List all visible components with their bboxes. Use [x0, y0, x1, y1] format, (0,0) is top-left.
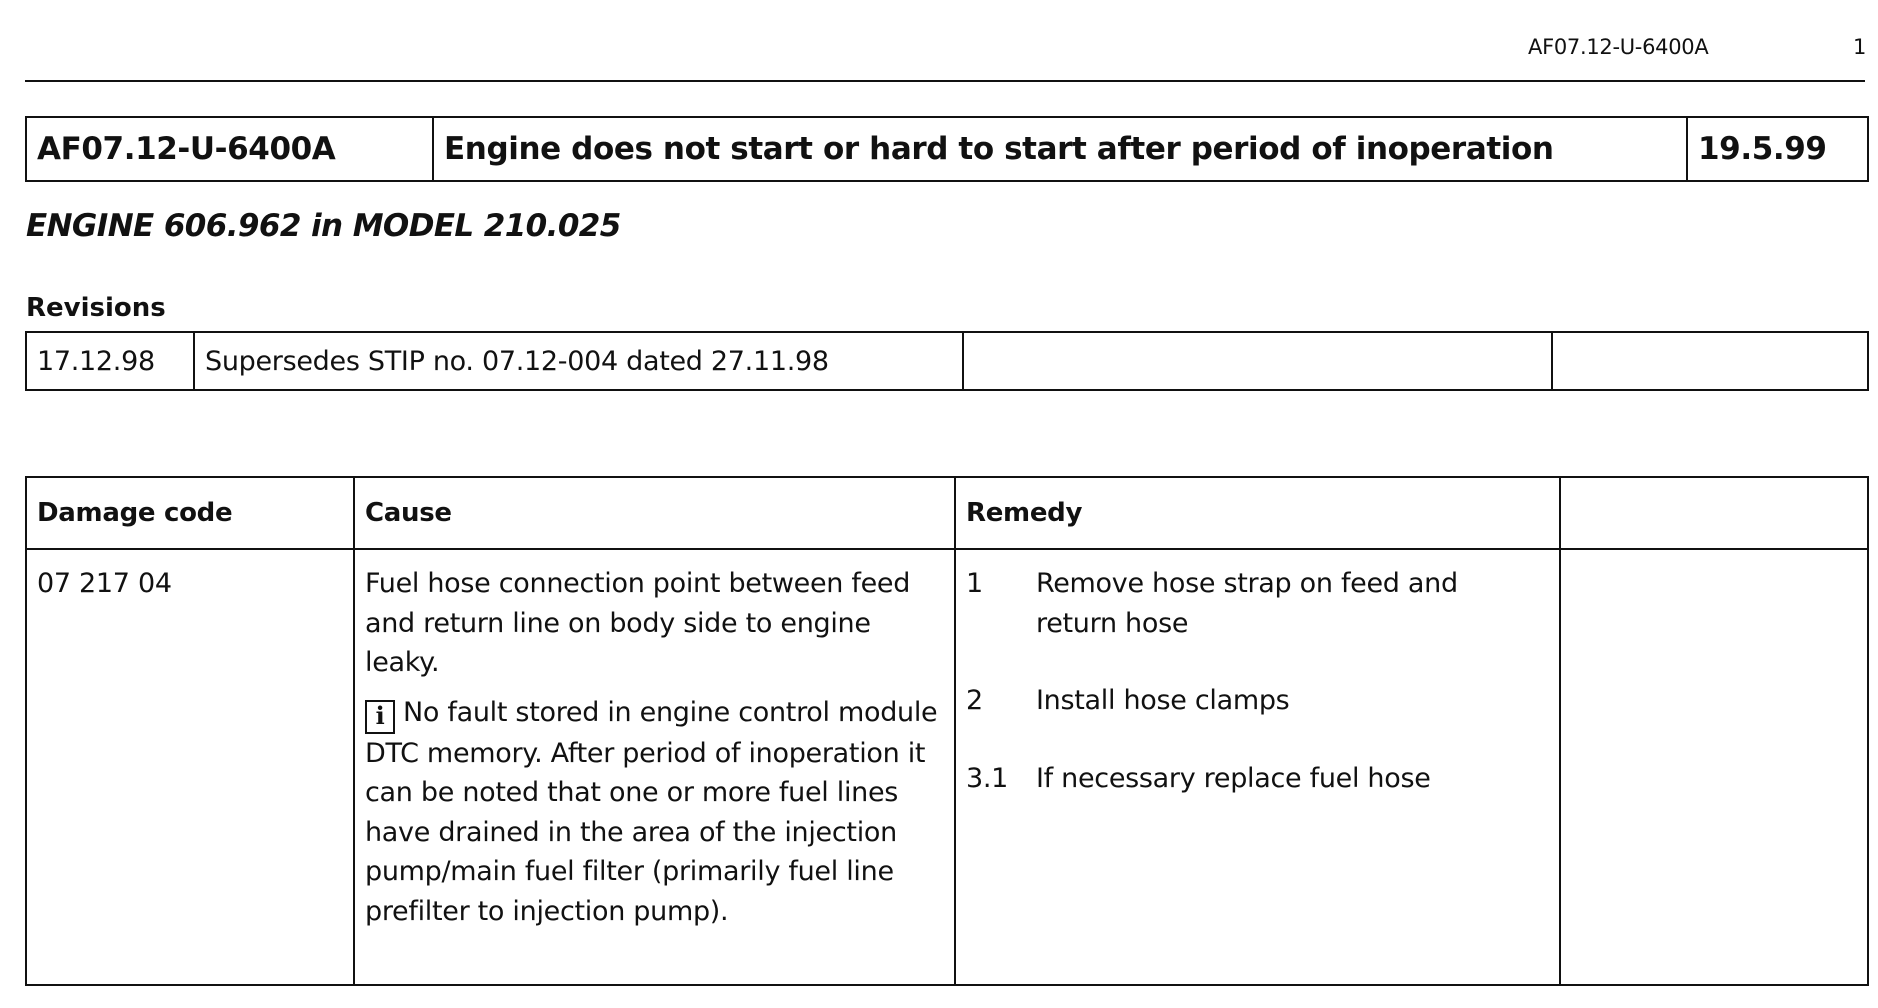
remedy-step-number: 3.1 — [966, 762, 1009, 794]
remedy-step-text: Install hose clamps — [1036, 685, 1290, 716]
revision-date: 17.12.98 — [26, 332, 194, 390]
header-document-code: AF07.12-U-6400A — [1528, 35, 1709, 59]
remedy-step-text: Remove hose strap on feed and return hose — [1036, 568, 1458, 639]
revision-col4 — [1552, 332, 1868, 390]
info-note-text: No fault stored in engine control module DTC memory. After period of inoperation it can be noted that one or more fuel lines have drained in the area of the injection pump/main fuel filter (primarily fuel line prefilter to injection pump). — [365, 696, 938, 927]
remedy-step — [966, 681, 1539, 721]
info-note — [365, 693, 940, 932]
extra-cell — [1560, 549, 1868, 985]
damage-table-row — [26, 549, 1868, 985]
header-divider — [25, 80, 1865, 82]
header-remedy: Remedy — [955, 477, 1560, 549]
header-page-number: 1 — [1853, 35, 1867, 59]
header-damage-code: Damage code — [26, 477, 354, 549]
revision-row — [26, 332, 1868, 390]
info-icon: i — [365, 700, 395, 734]
remedy-step-number: 2 — [966, 685, 983, 716]
remedy-step-number: 1 — [966, 568, 983, 599]
header-cause: Cause — [354, 477, 955, 549]
remedy-step — [966, 759, 1539, 799]
damage-table-header — [26, 477, 1868, 549]
revisions-label: Revisions — [26, 293, 166, 323]
remedy-step — [966, 564, 1539, 643]
damage-code-value: 07 217 04 — [26, 549, 354, 985]
title-code: AF07.12-U-6400A — [26, 117, 433, 181]
remedy-cell — [955, 549, 1560, 985]
engine-model-heading: ENGINE 606.962 in MODEL 210.025 — [26, 208, 621, 244]
title-text: Engine does not start or hard to start after period of inoperation — [433, 117, 1687, 181]
cause-cell — [354, 549, 955, 985]
revision-text: Supersedes STIP no. 07.12-004 dated 27.11.98 — [194, 332, 963, 390]
remedy-step-text: If necessary replace fuel hose — [1036, 762, 1431, 794]
header-extra — [1560, 477, 1868, 549]
title-table — [25, 116, 1869, 182]
damage-table — [25, 476, 1869, 986]
revision-col3 — [963, 332, 1552, 390]
revisions-table — [25, 331, 1869, 391]
cause-paragraph: Fuel hose connection point between feed and return line on body side to engine leaky. — [365, 568, 911, 678]
title-date: 19.5.99 — [1687, 117, 1868, 181]
